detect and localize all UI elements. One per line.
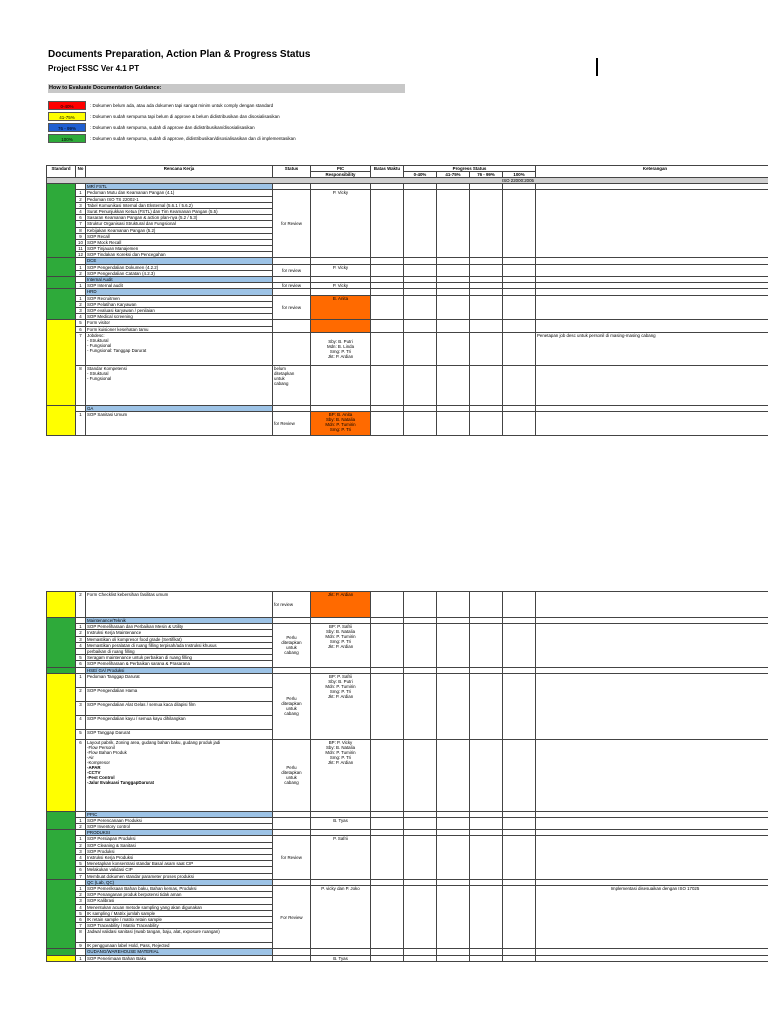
standard-status-cell: [47, 955, 76, 961]
progress-cell: [470, 673, 503, 739]
col-rencana: Rencana Kerja: [86, 166, 273, 178]
item-no: 1: [76, 295, 86, 301]
progress-cell: [404, 411, 437, 435]
item-no: 5: [76, 729, 86, 739]
item-text: SOP Pengendalian Alat Gelas / semua kaca dilapisi film: [86, 701, 273, 715]
item-no: 1: [76, 264, 86, 270]
progress-cell: [470, 264, 503, 276]
item-no: 4: [76, 208, 86, 214]
item-text: Jobdesc: - Struktural - Fungsional - Fungsional: Tanggap Darurat: [86, 332, 273, 365]
col-pic: PIC: [311, 166, 371, 172]
item-text: Melakukan validasi CIP: [86, 867, 273, 873]
item-no: 1: [76, 817, 86, 823]
item-text: Instruksi Kerja Maintenance: [86, 630, 273, 636]
item-pic: BP: P. Safrii Sby: B. Natalia Mdn: P. Tumirin Smg: P. Tri Jkt: P. Ardian: [311, 624, 371, 667]
section-label: GA: [86, 405, 273, 411]
item-no: 9: [76, 233, 86, 239]
item-pic: B. Tyas: [311, 955, 371, 961]
progress-cell: [437, 264, 470, 276]
item-text: SOP Pengendalian Catatan (4.2.3): [86, 270, 273, 276]
item-text: SOP Pelatihan Karyawan: [86, 301, 273, 307]
item-pic: P. Safrii: [311, 836, 371, 879]
item-pic: P. Vicky: [311, 283, 371, 289]
table-cell: [311, 365, 371, 405]
item-text: Menetapkan konsentrasi standar Basa/ asam saat CIP: [86, 861, 273, 867]
item-pic: B. Tyas: [311, 817, 371, 829]
item-text: SOP Tindakan Koreksi dan Pencegahan: [86, 252, 273, 258]
item-no: 6: [76, 215, 86, 221]
table-cell: [371, 739, 404, 811]
progress-cell: [404, 332, 437, 365]
item-pic: P. Vicky: [311, 264, 371, 276]
table-cell: [536, 365, 768, 405]
item-no: 6: [76, 661, 86, 667]
item-no: 2: [76, 842, 86, 848]
item-pic: P. Vicky: [311, 190, 371, 258]
item-text: SOP Pengendalian Dokumen (4.2.2): [86, 264, 273, 270]
item-text: SOP Pemeriksaan Bahan baku, Bahan kemas, Produksi: [86, 885, 273, 891]
table-cell: [536, 592, 768, 618]
item-no: 8: [76, 365, 86, 405]
table-cell: [536, 411, 768, 435]
standard-status-cell: [47, 405, 76, 435]
table-row: [47, 592, 768, 618]
col-status: Status: [273, 166, 311, 178]
col-p1: 0-40%: [404, 172, 437, 178]
item-text: SOP Pengendalian Hama: [86, 687, 273, 701]
standard-status-cell: [47, 289, 76, 320]
progress-cell: [503, 673, 536, 739]
col-p2: 41-75%: [437, 172, 470, 178]
item-no: 1: [76, 955, 86, 961]
item-no: 1: [76, 283, 86, 289]
item-text: SOP Cleaning & Sanitasi: [86, 842, 273, 848]
progress-cell: [404, 955, 437, 961]
item-text: Pedoman Mutu dan Keamanan Pangan (4.1): [86, 190, 273, 196]
col-progress: Progress Status: [404, 166, 536, 172]
legend-badge: 0-40%: [48, 101, 86, 110]
standard-status-cell: [47, 673, 76, 811]
table-cell: [371, 320, 404, 332]
item-text: SOP Recall: [86, 233, 273, 239]
table-row: [47, 264, 768, 270]
item-no: 2: [76, 630, 86, 636]
progress-cell: [404, 365, 437, 405]
item-status: for Review: [273, 411, 311, 435]
item-no: 2: [76, 687, 86, 701]
item-pic: P. vicky dan P. Joko: [311, 885, 371, 949]
item-text: Form kuisioner kesehatan tamu: [86, 326, 273, 332]
table-cell: [273, 955, 311, 961]
item-status: Perlu ditetapkan untuk cabang: [273, 673, 311, 739]
section-label: QC (Lab, QC): [86, 879, 273, 885]
item-status: [273, 817, 311, 829]
item-status: for review: [273, 283, 311, 289]
standard-status-cell: [47, 830, 76, 880]
col-no: No: [76, 166, 86, 178]
standard-status-cell: [47, 258, 76, 277]
item-status: for review: [273, 592, 311, 618]
progress-cell: [404, 264, 437, 276]
progress-cell: [404, 673, 437, 739]
item-pic: Sby: B. Putri Mdn: B. Linda Smg: P. Tri Jkt: P. Ardian: [311, 332, 371, 365]
item-no: 8: [76, 929, 86, 943]
table-cell: [371, 624, 404, 667]
iso-standard-label: ISO 22000:2005: [47, 178, 768, 184]
progress-cell: [470, 592, 503, 618]
progress-cell: [404, 320, 437, 332]
item-no: 1: [76, 190, 86, 196]
progress-cell: [470, 411, 503, 435]
progress-cell: [503, 295, 536, 320]
item-no: 7: [76, 923, 86, 929]
progress-cell: [503, 817, 536, 829]
legend-text: : Dokumen sudah sempurna, sudah di approve dan didistribusikan/disosialisasikan: [90, 125, 255, 130]
section-label: GUDANG/WAREHOUSE MATERIAL: [86, 949, 273, 955]
progress-cell: [404, 624, 437, 667]
standard-status-cell: [47, 184, 76, 258]
progress-cell: [503, 624, 536, 667]
item-text: SOP Pemeliharaan dan Perbaikan Mesin & Utility: [86, 624, 273, 630]
batas-cell: [371, 836, 404, 879]
progress-cell: [503, 411, 536, 435]
item-no: 2: [76, 824, 86, 830]
section-label: Internal Audit: [86, 277, 273, 283]
item-text: Form Checklist kebersihan fasilitas umum: [86, 592, 273, 618]
item-no: 4: [76, 904, 86, 910]
progress-cell: [470, 365, 503, 405]
text-cursor: [596, 58, 598, 76]
item-text: Jadwal validasi sanitasi (swab tangan, baju, alat, exposure ruangan): [86, 929, 273, 943]
progress-cell: [470, 836, 503, 879]
section-label: HRD: [86, 289, 273, 295]
table-row: [47, 411, 768, 435]
item-text: SOP Internal audit: [86, 283, 273, 289]
progress-cell: [404, 817, 437, 829]
item-text: SOP Inventory control: [86, 824, 273, 830]
col-standard: Standard: [47, 166, 76, 178]
item-text: SOP Traceability / Matrix Traceability: [86, 923, 273, 929]
item-no: 7: [76, 332, 86, 365]
item-no: 3: [76, 848, 86, 854]
guidance-label: How to Evaluate Documentation Guidance:: [48, 84, 405, 93]
progress-cell: [503, 365, 536, 405]
table-cell: [536, 320, 768, 332]
standard-status-cell: [47, 879, 76, 949]
item-status: [273, 320, 311, 332]
item-status: Perlu ditetapkan untuk cabang: [273, 739, 311, 811]
item-no: 3: [76, 636, 86, 642]
table-cell: [371, 332, 404, 365]
item-text: Struktur Organisasi Struktural dan Fungsional: [86, 221, 273, 227]
progress-cell: [470, 817, 503, 829]
item-status: for review: [273, 295, 311, 320]
item-text: Standar Kompetensi - Struktural - Fungsional: [86, 365, 273, 405]
progress-cell: [437, 739, 470, 811]
item-text: SOP evaluasi karyawan / penilaian: [86, 307, 273, 313]
item-status: Perlu ditetapkan untuk cabang: [273, 624, 311, 667]
legend-badge: 76 - 99%: [48, 123, 86, 132]
table-cell: [536, 673, 768, 739]
item-text: SOP Tinjauan Manajemen: [86, 246, 273, 252]
progress-cell: [503, 592, 536, 618]
item-no: 3: [76, 307, 86, 313]
table-row: [47, 673, 768, 687]
table-cell: [536, 739, 768, 811]
table-cell: [371, 592, 404, 618]
legend-text: : Dokumen belum ada, atau ada dokumen tapi sangat minim untuk comply dengan standard: [90, 103, 274, 108]
project-name: Project FSSC Ver 4.1 PT: [48, 64, 140, 73]
item-text: Instruksi Kerja Produksi: [86, 855, 273, 861]
table-row: [47, 365, 768, 405]
progress-cell: [503, 955, 536, 961]
item-no: 1: [76, 836, 86, 842]
standard-status-cell: [47, 277, 76, 289]
standard-status-cell: [47, 320, 76, 405]
table-cell: [371, 955, 404, 961]
table-cell: [371, 365, 404, 405]
table-cell: [536, 295, 768, 320]
item-no: 5: [76, 320, 86, 326]
item-pic: Jkt: P. Ardian: [311, 592, 371, 618]
item-status: belum ditetapkan untuk cabang: [273, 365, 311, 405]
item-text: perbaikan di ruang filling: [86, 648, 273, 654]
table-row: [47, 885, 768, 891]
progress-cell: [437, 411, 470, 435]
keterangan-cell: [536, 836, 768, 879]
progress-cell: [470, 739, 503, 811]
progress-cell: [470, 885, 503, 949]
item-text: Layout pabrik, Zoning area, gudang bahan baku, gudang produk jadi -Flow Personil -Flow Bahan Produk -Air -Kompresor -APAR -CCTV -Pest Control -Jalur Evakuasi TanggapDarurat: [86, 739, 273, 811]
progress-table-bottom: [46, 591, 768, 962]
section-label: MR/ FSTL: [86, 184, 273, 190]
progress-cell: [503, 332, 536, 365]
col-responsibility: Responsibility: [311, 172, 371, 178]
legend-text: : Dokumen sudah sempurna, sudah di approve, didistribusikan/disosialisasikan dan di implementasikan: [90, 136, 296, 141]
item-no: 10: [76, 239, 86, 245]
item-no: 9: [76, 943, 86, 949]
table-cell: [371, 295, 404, 320]
progress-cell: [503, 320, 536, 332]
standard-status-cell: [47, 592, 76, 618]
item-text: Form visitor: [86, 320, 273, 326]
progress-cell: [437, 295, 470, 320]
item-text: IK sampling / Matrix jumlah sample: [86, 910, 273, 916]
item-pic: BP: B. Anita Sby: B. Natalia Mdn: P. Tumirin Smg: P. Tri: [311, 411, 371, 435]
item-text: SOP Tanggap Darurat: [86, 729, 273, 739]
progress-cell: [437, 365, 470, 405]
item-text: SOP Sanitasi Umum: [86, 411, 273, 435]
progress-cell: [404, 295, 437, 320]
item-no: 4: [76, 642, 86, 648]
progress-cell: [437, 332, 470, 365]
progress-cell: [503, 836, 536, 879]
item-status: for Review: [273, 836, 311, 879]
progress-cell: [503, 190, 536, 258]
item-no: 4: [76, 715, 86, 729]
item-text: SOP Mock Recall: [86, 239, 273, 245]
item-no: 1: [76, 673, 86, 687]
progress-cell: [470, 955, 503, 961]
item-no: 2: [76, 301, 86, 307]
col-p4: 100%: [503, 172, 536, 178]
progress-cell: [470, 624, 503, 667]
table-row: [47, 955, 768, 961]
batas-cell: [371, 817, 404, 829]
item-text: SOP Pengendalian kayu / semua kayu dihilangkan: [86, 715, 273, 729]
item-text: Memastikan oli kompresor food grade (Sertifikat): [86, 636, 273, 642]
standard-status-cell: [47, 811, 76, 830]
item-text: IK retain sample / matrix retain sample: [86, 916, 273, 922]
table-cell: [536, 624, 768, 667]
item-text: SOP Penanganan produk berpotensi tidak aman: [86, 892, 273, 898]
table-cell: [371, 411, 404, 435]
item-status: for review: [273, 264, 311, 276]
item-text: SOP Produksi: [86, 848, 273, 854]
item-no: 2: [76, 196, 86, 202]
progress-cell: [404, 190, 437, 258]
progress-cell: [503, 885, 536, 949]
progress-cell: [437, 673, 470, 739]
item-no: 2: [76, 892, 86, 898]
keterangan-cell: [536, 264, 768, 276]
item-no: 5: [76, 655, 86, 661]
progress-cell: [437, 190, 470, 258]
legend-badge: 100%: [48, 134, 86, 143]
item-no: 6: [76, 739, 86, 811]
table-row: [47, 332, 768, 365]
progress-cell: [503, 739, 536, 811]
item-text: Membuat dokumen standar parameter proses produksi: [86, 873, 273, 879]
item-pic: BP: P. Safrii Sby: B. Putri Mdn: P. Tumirin Smg: P. Tri Jkt: P. Ardian: [311, 673, 371, 739]
item-no: 2: [76, 592, 86, 618]
batas-cell: [371, 264, 404, 276]
legend-text: : Dokumen sudah sempurna tapi belum di approve & belum didistribusikan dan disosialisasikan: [90, 114, 280, 119]
item-no: 5: [76, 910, 86, 916]
item-no: 6: [76, 916, 86, 922]
section-label: DCE: [86, 258, 273, 264]
item-no: 6: [76, 867, 86, 873]
progress-cell: [437, 320, 470, 332]
progress-cell: [437, 817, 470, 829]
progress-table-top: [46, 165, 768, 436]
item-text: SOP Recruitmen: [86, 295, 273, 301]
item-text: SOP Medical screening: [86, 314, 273, 320]
legend-badge: 41-75%: [48, 112, 86, 121]
item-no: 1: [76, 885, 86, 891]
item-text: SOP Persiapan Produksi: [86, 836, 273, 842]
progress-cell: [470, 320, 503, 332]
item-no: 1: [76, 411, 86, 435]
item-text: SOP Pemeliharaan & Perbaikan sarana & Prasarana: [86, 661, 273, 667]
progress-cell: [404, 836, 437, 879]
col-p3: 76 - 99%: [470, 172, 503, 178]
item-no: 6: [76, 326, 86, 332]
item-text: SOP Penerimaan Bahan Baku: [86, 955, 273, 961]
item-status: [273, 332, 311, 365]
progress-cell: [437, 955, 470, 961]
progress-cell: [503, 264, 536, 276]
item-no: 11: [76, 246, 86, 252]
progress-cell: [470, 295, 503, 320]
table-row: [47, 624, 768, 630]
item-text: SOP Kalibrasi: [86, 898, 273, 904]
batas-cell: [371, 190, 404, 258]
progress-cell: [404, 739, 437, 811]
item-no: 8: [76, 227, 86, 233]
keterangan-cell: [536, 190, 768, 258]
item-no: 3: [76, 701, 86, 715]
section-label: PRODUKSI: [86, 830, 273, 836]
item-text: Sasaran Keamanan Pangan & action plan-nya (5.2 / 5.3): [86, 215, 273, 221]
section-label: PPIC: [86, 811, 273, 817]
standard-status-cell: [47, 618, 76, 668]
section-label: Maintenance/Teknik: [86, 618, 273, 624]
item-text: Menentukan acuan metode sampling yang akan digunakan: [86, 904, 273, 910]
item-no: 2: [76, 270, 86, 276]
item-pic: B. Anita: [311, 295, 371, 320]
progress-cell: [437, 592, 470, 618]
progress-cell: [437, 624, 470, 667]
item-no: 1: [76, 624, 86, 630]
item-text: Surat Penunjukkan Ketua (FSTL) dan Tim Keamanan Pangan (5.5): [86, 208, 273, 214]
item-pic: [311, 320, 371, 332]
item-text: Pedoman Tanggap Darurat: [86, 673, 273, 687]
item-no: 3: [76, 898, 86, 904]
progress-cell: [437, 836, 470, 879]
item-text: Pedoman ISO TS 22002-1: [86, 196, 273, 202]
col-batas: Batas Waktu: [371, 166, 404, 178]
progress-cell: [470, 190, 503, 258]
keterangan-cell: [536, 817, 768, 829]
item-no: 3: [76, 202, 86, 208]
item-text: Memastikan peralatan di ruang filling terpisah/ada Instruksi khusus: [86, 642, 273, 648]
item-status: for Review: [273, 190, 311, 258]
section-label: HSE/ GA/ Produksi: [86, 667, 273, 673]
table-row: [47, 190, 768, 196]
progress-cell: [404, 592, 437, 618]
item-text: IK penggunaan label Hold, Pass, Rejected: [86, 943, 273, 949]
item-text: Tabel Komunikasi Internal dan Eksternal (5.6.1 / 5.6.2): [86, 202, 273, 208]
item-no: 4: [76, 314, 86, 320]
item-text: SOP Perencanaan Produksi: [86, 817, 273, 823]
item-no: 5: [76, 861, 86, 867]
table-cell: [371, 885, 404, 949]
progress-cell: [470, 332, 503, 365]
item-no: 7: [76, 221, 86, 227]
item-no: 4: [76, 855, 86, 861]
progress-cell: [437, 885, 470, 949]
item-text: Seragam maintenance untuk perbaikan di ruang filling: [86, 655, 273, 661]
table-row: [47, 739, 768, 811]
item-no: 7: [76, 873, 86, 879]
item-text: Kebijakan Keamanan Pangan (5.2): [86, 227, 273, 233]
keterangan-cell: Penetapan job desc untuk personil di masing-masing cabang: [536, 332, 768, 365]
item-no: 12: [76, 252, 86, 258]
table-cell: [536, 955, 768, 961]
progress-cell: [404, 885, 437, 949]
table-cell: [371, 673, 404, 739]
keterangan-cell: Implementasi disesuaikan dengan ISO 17025: [536, 885, 768, 949]
item-status: For Review: [273, 885, 311, 949]
document-title: Documents Preparation, Action Plan & Progress Status: [48, 49, 311, 60]
col-keterangan: Keterangan: [536, 166, 768, 178]
item-pic: BP: P. Vicky Sby: B. Natalia Mdn: P. Tumirin Smg: P. Tri Jkt: P. Ardian: [311, 739, 371, 811]
